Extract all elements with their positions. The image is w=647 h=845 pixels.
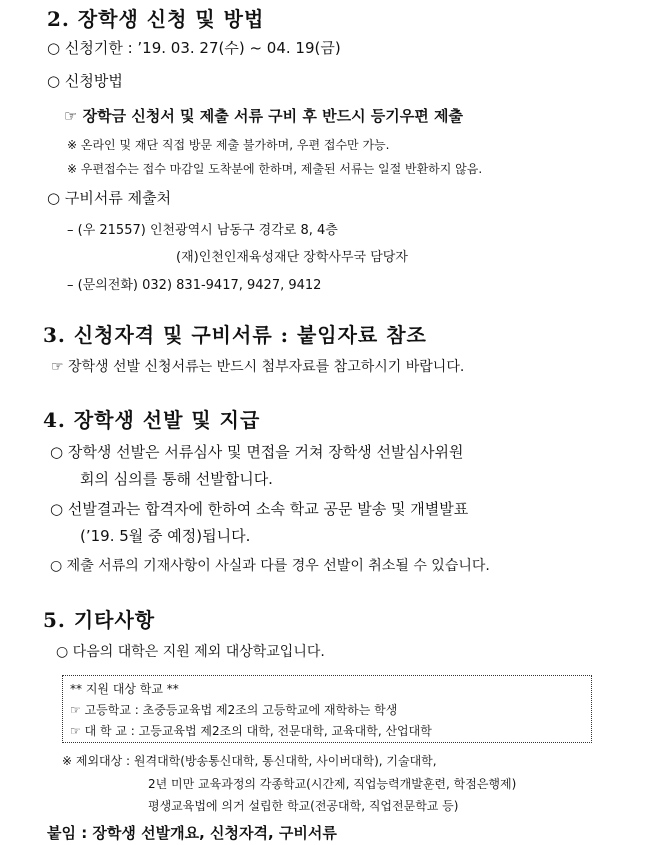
excluded-line-2: 2년 미만 교육과정의 각종학교(시간제, 직업능력개발훈련, 학점은행제) [148,777,517,791]
selection-process-line-2: 회의 심의를 통해 선발합니다. [80,470,273,488]
section-3-title: 3. 신청자격 및 구비서류 : 붙임자료 참조 [43,323,427,347]
address-line-2: (재)인천인재육성재단 장학사무국 담당자 [176,250,408,265]
cancellation-notice: ○ 제출 서류의 기재사항이 사실과 다를 경우 선발이 취소될 수 있습니다. [50,558,490,574]
excluded-line-1: ※ 제외대상 : 원격대학(방송통신대학, 통신대학, 사이버대학), 기술대학, [62,754,437,768]
note-deadline: ※ 우편접수는 접수 마감일 도착분에 한하며, 제출된 서류는 일절 반환하지 않음. [67,162,483,176]
application-method-main: ☞ 장학금 신청서 및 제출 서류 구비 후 반드시 등기우편 제출 [64,107,463,125]
selection-process-line-1: ○ 장학생 선발은 서류심사 및 면접을 거쳐 장학생 선발심사위원 [50,443,464,461]
application-method-label: ○ 신청방법 [47,72,123,90]
section-2-title: 2. 장학생 신청 및 방법 [47,7,265,31]
contact-phone: – (문의전화) 032) 831-9417, 9427, 9412 [67,278,322,293]
section-3-notice: ☞ 장학생 선발 신청서류는 반드시 첨부자료를 참고하시기 바랍니다. [51,359,465,375]
address-line-1: – (우 21557) 인천광역시 남동구 경각로 8, 4층 [67,223,338,238]
selection-result-line-1: ○ 선발결과는 합격자에 한하여 소속 학교 공문 발송 및 개별발표 [50,500,469,518]
selection-result-line-2: (’19. 5월 중 예정)됩니다. [80,527,251,545]
excluded-schools-intro: ○ 다음의 대학은 지원 제외 대상학교입니다. [56,644,325,660]
eligible-schools-title: ** 지원 대상 학교 ** [70,682,179,696]
section-4-title: 4. 장학생 선발 및 지급 [43,408,261,432]
note-online: ※ 온라인 및 재단 직접 방문 제출 불가하며, 우편 접수만 가능. [67,138,390,152]
submission-place-label: ○ 구비서류 제출처 [47,189,172,207]
eligible-high-school: ☞ 고등학교 : 초중등교육법 제2조의 고등학교에 재학하는 학생 [70,703,398,717]
application-period: ○ 신청기한 : ’19. 03. 27(수) ~ 04. 19(금) [47,39,341,57]
attachment-note: 붙임 : 장학생 선발개요, 신청자격, 구비서류 [47,824,337,842]
section-5-title: 5. 기타사항 [43,608,156,632]
eligible-university: ☞ 대 학 교 : 고등교육법 제2조의 대학, 전문대학, 교육대학, 산업대학 [70,724,432,738]
excluded-line-3: 평생교육법에 의거 설립한 학교(전공대학, 직업전문학교 등) [148,799,459,813]
